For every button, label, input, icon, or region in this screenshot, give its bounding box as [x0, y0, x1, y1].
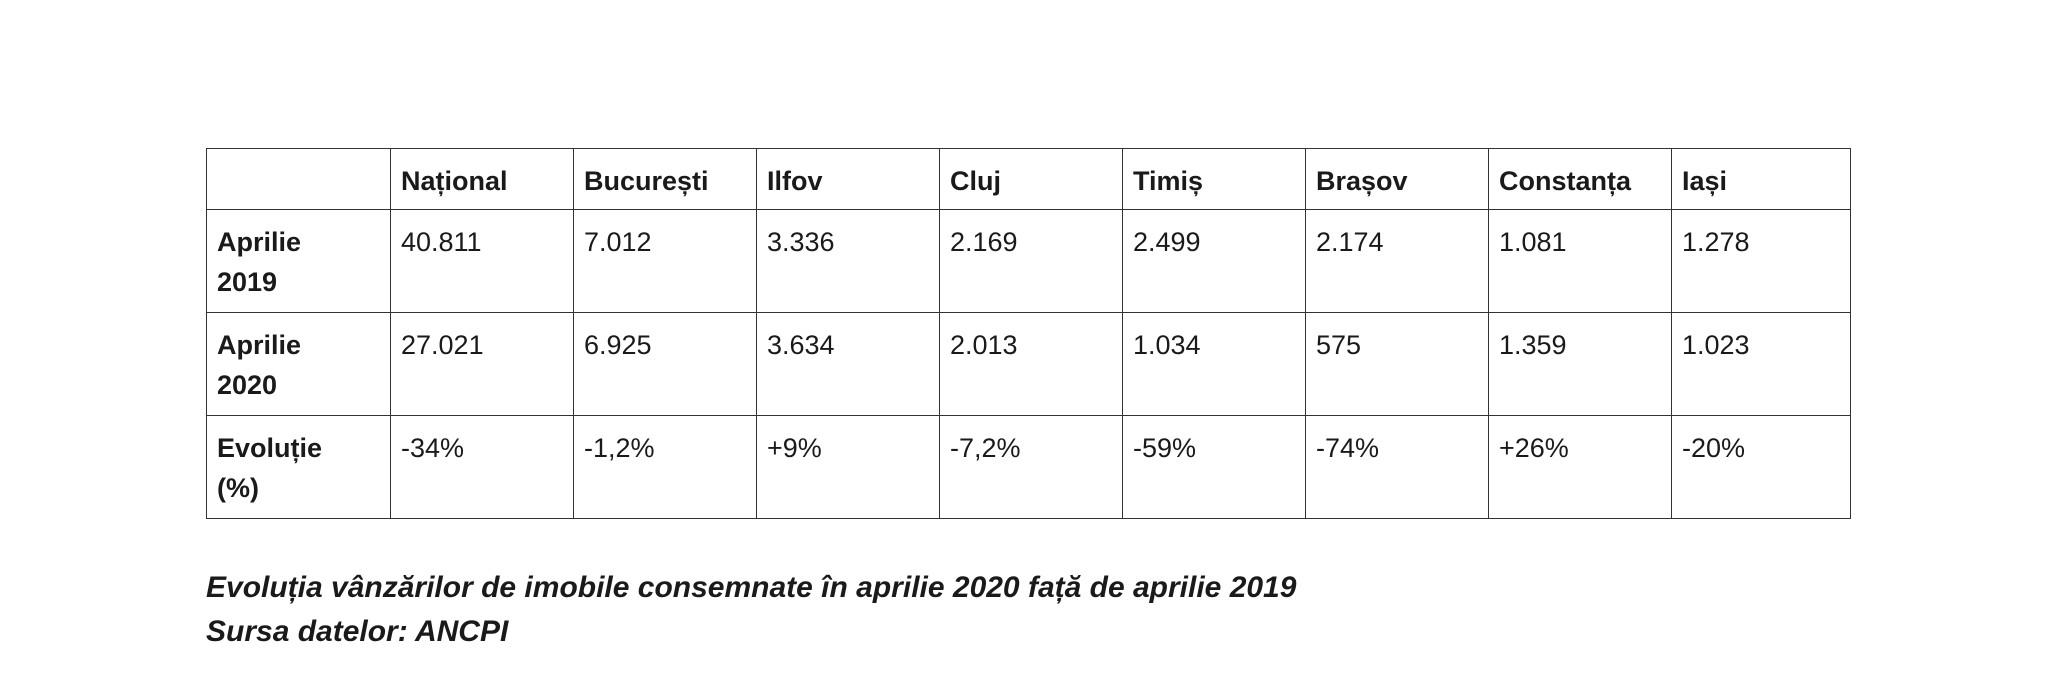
table-caption — [206, 566, 1296, 654]
column-header: Cluj — [940, 149, 1123, 210]
table-cell: 1.278 — [1672, 210, 1851, 313]
row-label — [207, 313, 391, 416]
table-cell: 2.169 — [940, 210, 1123, 313]
column-header: Brașov — [1306, 149, 1489, 210]
caption-title: Evoluția vânzărilor de imobile consemnate în aprilie 2020 față de aprilie 2019 — [206, 571, 1297, 604]
row-label-line1: Aprilie — [217, 227, 302, 257]
table-cell: -74% — [1306, 416, 1489, 519]
row-label-line2: 2020 — [217, 370, 278, 400]
table-cell: 27.021 — [391, 313, 574, 416]
table-cell: +9% — [757, 416, 940, 519]
sales-table — [206, 148, 1851, 519]
table-header-row — [207, 149, 1851, 210]
row-label-line1: Evoluție — [217, 433, 323, 463]
row-label — [207, 416, 391, 519]
row-label-line1: Aprilie — [217, 330, 302, 360]
table-cell: 6.925 — [574, 313, 757, 416]
table-cell: 1.359 — [1489, 313, 1672, 416]
table-cell: 3.336 — [757, 210, 940, 313]
table-row — [207, 210, 1851, 313]
table-cell: 40.811 — [391, 210, 574, 313]
table-cell: 3.634 — [757, 313, 940, 416]
caption-source: Sursa datelor: ANCPI — [206, 615, 509, 648]
table-cell: -34% — [391, 416, 574, 519]
row-label — [207, 210, 391, 313]
table-cell: 2.499 — [1123, 210, 1306, 313]
table-cell: 7.012 — [574, 210, 757, 313]
table-cell: -59% — [1123, 416, 1306, 519]
column-header: Național — [391, 149, 574, 210]
table-cell: -7,2% — [940, 416, 1123, 519]
table-cell: +26% — [1489, 416, 1672, 519]
column-header: Timiș — [1123, 149, 1306, 210]
table-row — [207, 416, 1851, 519]
table-cell: 1.034 — [1123, 313, 1306, 416]
column-header: Constanța — [1489, 149, 1672, 210]
column-header: Iași — [1672, 149, 1851, 210]
column-header: București — [574, 149, 757, 210]
header-corner-cell — [207, 149, 391, 210]
table-cell: -1,2% — [574, 416, 757, 519]
table-cell: 1.023 — [1672, 313, 1851, 416]
table-cell: 2.174 — [1306, 210, 1489, 313]
table-cell: -20% — [1672, 416, 1851, 519]
table-cell: 1.081 — [1489, 210, 1672, 313]
table-row — [207, 313, 1851, 416]
column-header: Ilfov — [757, 149, 940, 210]
table-cell: 575 — [1306, 313, 1489, 416]
row-label-line2: 2019 — [217, 267, 278, 297]
table-cell: 2.013 — [940, 313, 1123, 416]
row-label-line2: (%) — [217, 473, 259, 503]
